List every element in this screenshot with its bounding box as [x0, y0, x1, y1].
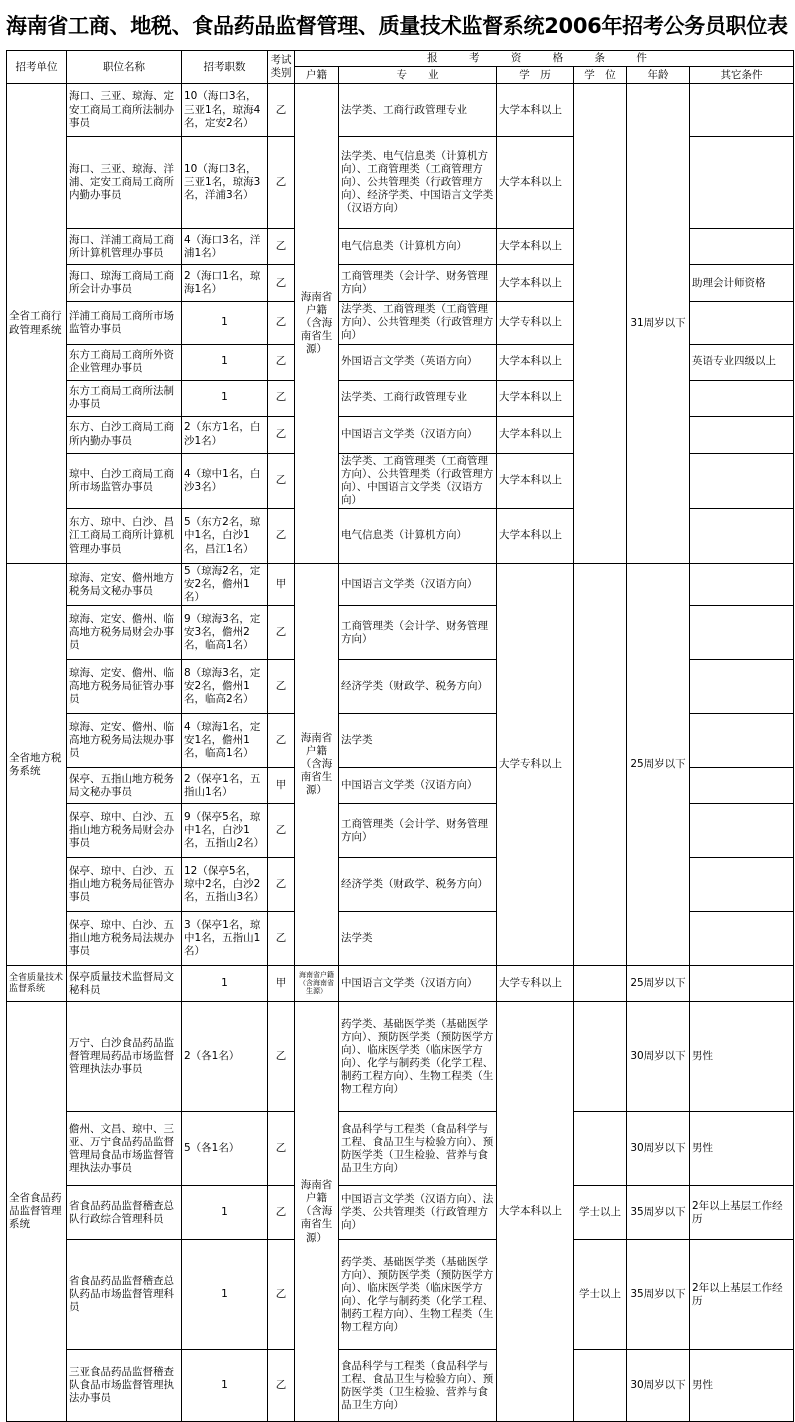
other-cell	[690, 229, 794, 265]
education-cell: 大学专科以上	[497, 302, 574, 344]
degree-cell	[574, 966, 627, 1002]
other-cell: 男性	[690, 1350, 794, 1422]
position-cell: 保亭质量技术监督局文秘科员	[67, 966, 182, 1002]
degree-cell	[574, 1112, 627, 1186]
exam-cell: 乙	[268, 1186, 295, 1240]
positions-table	[6, 50, 794, 1422]
major-cell: 电气信息类（计算机方向）	[339, 229, 497, 265]
major-cell: 药学类、基础医学类（基础医学方向）、预防医学类（预防医学方向）、临床医学类（临床医学方向）、化学与制药类（化学工程、制药工程方向）、生物工程类（生物工程方向）	[339, 1002, 497, 1112]
major-cell: 经济学类（财政学、税务方向）	[339, 660, 497, 714]
count-cell: 1	[182, 1350, 268, 1422]
major-cell: 食品科学与工程类（食品科学与工程、食品卫生与检验方向）、预防医学类（卫生检验、营养与食品卫生方向）	[339, 1350, 497, 1422]
other-cell	[690, 606, 794, 660]
position-cell: 海口、三亚、琼海、定安工商局工商所法制办事员	[67, 84, 182, 137]
education-cell: 大学本科以上	[497, 416, 574, 453]
count-cell: 2（海口1名，琼海1名）	[182, 265, 268, 302]
position-cell: 东方、琼中、白沙、昌江工商局工商所计算机管理办事员	[67, 509, 182, 564]
degree-cell	[574, 84, 627, 564]
position-cell: 儋州、文昌、琼中、三亚、万宁食品药品监督管理局食品市场监督管理执法办事员	[67, 1112, 182, 1186]
count-cell: 1	[182, 1240, 268, 1350]
education-cell: 大学本科以上	[497, 1002, 574, 1422]
exam-cell: 乙	[268, 84, 295, 137]
count-cell: 12（保亭5名，琼中2名，白沙2名，五指山3名）	[182, 858, 268, 912]
major-cell: 法学类	[339, 912, 497, 966]
count-cell: 8（琼海3名，定安2名，儋州1名，临高2名）	[182, 660, 268, 714]
count-cell: 2（各1名）	[182, 1002, 268, 1112]
position-cell: 东方工商局工商所法制办事员	[67, 380, 182, 416]
count-cell: 9（保亭5名，琼中1名，白沙1名，五指山2名）	[182, 804, 268, 858]
count-cell: 5（琼海2名，定安2名，儋州1名）	[182, 564, 268, 606]
major-cell: 中国语言文学类（汉语方向）	[339, 768, 497, 804]
major-cell: 外国语言文学类（英语方向）	[339, 344, 497, 380]
count-cell: 1	[182, 380, 268, 416]
position-cell: 洋浦工商局工商所市场监管办事员	[67, 302, 182, 344]
other-cell: 男性	[690, 1002, 794, 1112]
major-cell: 中国语言文学类（汉语方向）	[339, 966, 497, 1002]
count-cell: 9（琼海3名，定安3名，儋州2名，临高1名）	[182, 606, 268, 660]
position-cell: 海口、三亚、琼海、洋浦、定安工商局工商所内勤办事员	[67, 137, 182, 229]
other-cell	[690, 453, 794, 509]
exam-cell: 甲	[268, 768, 295, 804]
other-cell	[690, 804, 794, 858]
major-cell: 工商管理类（会计学、财务管理方向）	[339, 804, 497, 858]
other-cell: 2年以上基层工作经历	[690, 1240, 794, 1350]
age-cell: 30周岁以下	[627, 1350, 690, 1422]
header-age: 年龄	[627, 67, 690, 84]
education-cell: 大学本科以上	[497, 84, 574, 137]
header-education: 学 历	[497, 67, 574, 84]
other-cell	[690, 564, 794, 606]
huji-cell: 海南省户籍（含海南省生源）	[295, 564, 339, 966]
other-cell: 助理会计师资格	[690, 265, 794, 302]
position-cell: 海口、洋浦工商局工商所计算机管理办事员	[67, 229, 182, 265]
other-cell: 男性	[690, 1112, 794, 1186]
exam-cell: 乙	[268, 380, 295, 416]
other-cell	[690, 714, 794, 768]
position-cell: 万宁、白沙食品药品监督管理局药品市场监督管理执法办事员	[67, 1002, 182, 1112]
header-unit: 招考单位	[7, 51, 67, 84]
position-cell: 琼海、定安、儋州地方税务局文秘办事员	[67, 564, 182, 606]
position-cell: 省食品药品监督稽查总队药品市场监督管理科员	[67, 1240, 182, 1350]
exam-cell: 甲	[268, 564, 295, 606]
count-cell: 4（琼中1名，白沙3名）	[182, 453, 268, 509]
major-cell: 法学类、工商行政管理专业	[339, 380, 497, 416]
count-cell: 2（保亭1名，五指山1名）	[182, 768, 268, 804]
other-cell	[690, 912, 794, 966]
major-cell: 法学类、工商管理类（工商管理方向）、公共管理类（行政管理方向）	[339, 302, 497, 344]
education-cell: 大学本科以上	[497, 453, 574, 509]
age-cell: 35周岁以下	[627, 1240, 690, 1350]
education-cell: 大学本科以上	[497, 229, 574, 265]
education-cell: 大学本科以上	[497, 344, 574, 380]
count-cell: 1	[182, 302, 268, 344]
major-cell: 法学类、工商管理类（工商管理方向）、公共管理类（行政管理方向）、中国语言文学类（汉语方向）	[339, 453, 497, 509]
other-cell	[690, 509, 794, 564]
position-cell: 琼中、白沙工商局工商所市场监管办事员	[67, 453, 182, 509]
exam-cell: 乙	[268, 509, 295, 564]
huji-cell: 海南省户籍（含海南省生源）	[295, 966, 339, 1002]
position-cell: 保亭、五指山地方税务局文秘办事员	[67, 768, 182, 804]
count-cell: 2（东方1名，白沙1名）	[182, 416, 268, 453]
position-cell: 东方、白沙工商局工商所内勤办事员	[67, 416, 182, 453]
page-title: 海南省工商、地税、食品药品监督管理、质量技术监督系统2006年招考公务员职位表	[6, 14, 788, 38]
education-cell: 大学本科以上	[497, 380, 574, 416]
exam-cell: 甲	[268, 966, 295, 1002]
unit-cell: 全省质量技术监督系统	[7, 966, 67, 1002]
major-cell: 工商管理类（会计学、财务管理方向）	[339, 606, 497, 660]
other-cell	[690, 858, 794, 912]
exam-cell: 乙	[268, 1112, 295, 1186]
position-cell: 保亭、琼中、白沙、五指山地方税务局征管办事员	[67, 858, 182, 912]
degree-cell: 学士以上	[574, 1186, 627, 1240]
exam-cell: 乙	[268, 229, 295, 265]
major-cell: 法学类、电气信息类（计算机方向）、工商管理类（工商管理方向）、公共管理类（行政管理方向）、经济学类、中国语言文学类（汉语方向）	[339, 137, 497, 229]
exam-cell: 乙	[268, 1350, 295, 1422]
position-cell: 琼海、定安、儋州、临高地方税务局征管办事员	[67, 660, 182, 714]
other-cell	[690, 137, 794, 229]
major-cell: 法学类	[339, 714, 497, 768]
exam-cell: 乙	[268, 1002, 295, 1112]
age-cell: 30周岁以下	[627, 1112, 690, 1186]
other-cell	[690, 416, 794, 453]
header-huji: 户籍	[295, 67, 339, 84]
count-cell: 10（海口3名，三亚1名，琼海3名，洋浦3名）	[182, 137, 268, 229]
degree-cell	[574, 1350, 627, 1422]
education-cell: 大学本科以上	[497, 509, 574, 564]
position-cell: 琼海、定安、儋州、临高地方税务局财会办事员	[67, 606, 182, 660]
exam-cell: 乙	[268, 912, 295, 966]
count-cell: 10（海口3名，三亚1名，琼海4名，定安2名）	[182, 84, 268, 137]
huji-cell: 海南省户籍（含海南省生源）	[295, 1002, 339, 1422]
count-cell: 1	[182, 344, 268, 380]
age-cell: 35周岁以下	[627, 1186, 690, 1240]
exam-cell: 乙	[268, 660, 295, 714]
exam-cell: 乙	[268, 453, 295, 509]
major-cell: 中国语言文学类（汉语方向）、法学类、公共管理类（行政管理方向）	[339, 1186, 497, 1240]
position-cell: 保亭、琼中、白沙、五指山地方税务局财会办事员	[67, 804, 182, 858]
header-conditions: 报 考 资 格 条 件	[295, 51, 794, 67]
major-cell: 药学类、基础医学类（基础医学方向）、预防医学类（预防医学方向）、临床医学类（临床医学方向）、化学与制药类（化学工程、制药工程方向）、生物工程类（生物工程方向）	[339, 1240, 497, 1350]
header-other: 其它条件	[690, 67, 794, 84]
header-count: 招考职数	[182, 51, 268, 84]
other-cell	[690, 768, 794, 804]
header-degree: 学 位	[574, 67, 627, 84]
age-cell: 25周岁以下	[627, 564, 690, 966]
header-major: 专 业	[339, 67, 497, 84]
unit-cell: 全省地方税务系统	[7, 564, 67, 966]
age-cell: 30周岁以下	[627, 1002, 690, 1112]
major-cell: 食品科学与工程类（食品科学与工程、食品卫生与检验方向）、预防医学类（卫生检验、营养与食品卫生方向）	[339, 1112, 497, 1186]
major-cell: 中国语言文学类（汉语方向）	[339, 416, 497, 453]
degree-cell: 学士以上	[574, 1240, 627, 1350]
exam-cell: 乙	[268, 858, 295, 912]
position-cell: 东方工商局工商所外资企业管理办事员	[67, 344, 182, 380]
count-cell: 1	[182, 966, 268, 1002]
education-cell: 大学专科以上	[497, 564, 574, 966]
education-cell: 大学本科以上	[497, 137, 574, 229]
education-cell: 大学专科以上	[497, 966, 574, 1002]
major-cell: 电气信息类（计算机方向）	[339, 509, 497, 564]
age-cell: 31周岁以下	[627, 84, 690, 564]
unit-cell: 全省食品药品监督管理系统	[7, 1002, 67, 1422]
major-cell: 经济学类（财政学、税务方向）	[339, 858, 497, 912]
major-cell: 工商管理类（会计学、财务管理方向）	[339, 265, 497, 302]
degree-cell	[574, 564, 627, 966]
position-cell: 琼海、定安、儋州、临高地方税务局法规办事员	[67, 714, 182, 768]
age-cell: 25周岁以下	[627, 966, 690, 1002]
other-cell	[690, 660, 794, 714]
count-cell: 1	[182, 1186, 268, 1240]
degree-cell	[574, 1002, 627, 1112]
count-cell: 4（琼海1名，定安1名，儋州1名，临高1名）	[182, 714, 268, 768]
count-cell: 3（保亭1名，琼中1名，五指山1名）	[182, 912, 268, 966]
major-cell: 法学类、工商行政管理专业	[339, 84, 497, 137]
exam-cell: 乙	[268, 302, 295, 344]
position-cell: 海口、琼海工商局工商所会计办事员	[67, 265, 182, 302]
other-cell: 英语专业四级以上	[690, 344, 794, 380]
position-cell: 省食品药品监督稽查总队行政综合管理科员	[67, 1186, 182, 1240]
header-position: 职位名称	[67, 51, 182, 84]
position-cell: 三亚食品药品监督稽查队食品市场监督管理执法办事员	[67, 1350, 182, 1422]
other-cell	[690, 380, 794, 416]
header-exam-type: 考试类别	[268, 51, 295, 84]
exam-cell: 乙	[268, 1240, 295, 1350]
other-cell	[690, 966, 794, 1002]
huji-cell: 海南省户籍（含海南省生源）	[295, 84, 339, 564]
exam-cell: 乙	[268, 416, 295, 453]
exam-cell: 乙	[268, 265, 295, 302]
count-cell: 5（各1名）	[182, 1112, 268, 1186]
exam-cell: 乙	[268, 137, 295, 229]
exam-cell: 乙	[268, 714, 295, 768]
other-cell	[690, 302, 794, 344]
other-cell	[690, 84, 794, 137]
position-cell: 保亭、琼中、白沙、五指山地方税务局法规办事员	[67, 912, 182, 966]
exam-cell: 乙	[268, 344, 295, 380]
education-cell: 大学本科以上	[497, 265, 574, 302]
other-cell: 2年以上基层工作经历	[690, 1186, 794, 1240]
count-cell: 5（东方2名，琼中1名，白沙1名，昌江1名）	[182, 509, 268, 564]
unit-cell: 全省工商行政管理系统	[7, 84, 67, 564]
count-cell: 4（海口3名，洋浦1名）	[182, 229, 268, 265]
exam-cell: 乙	[268, 606, 295, 660]
major-cell: 中国语言文学类（汉语方向）	[339, 564, 497, 606]
exam-cell: 乙	[268, 804, 295, 858]
